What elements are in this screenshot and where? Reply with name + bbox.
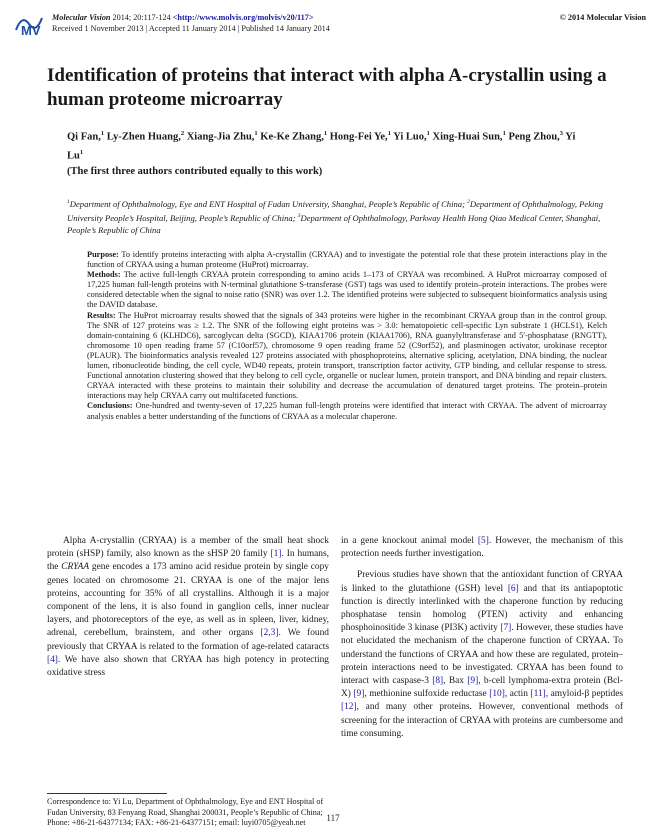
- citation-link[interactable]: [8]: [432, 676, 444, 687]
- text-run: . However, these studies have not elucidated the mechanism of the chaperone function of CRYAA. To understand the functions of CRYAA and how these are regulated, protein–protein interactions need to be investigated. CRYAA has been found to interact with caspase-3: [341, 623, 623, 687]
- citation-link[interactable]: [1]: [270, 549, 282, 560]
- affiliation-text: Department of Ophthalmology, Eye and ENT Hospital of Fudan University, Shanghai, People’s Republic of China;: [69, 198, 468, 209]
- affiliation-text: Department of Ophthalmology, Parkway Health Hong Qiao Medical Center, Shanghai, People’s Republic of China: [67, 212, 601, 235]
- text-run: , amyloid-β peptides: [545, 689, 624, 700]
- svg-text:MV: MV: [21, 23, 41, 38]
- abstract-purpose: [87, 250, 607, 270]
- author-name: Ly-Zhen Huang,: [106, 131, 181, 143]
- volume-info: 2014; 20:117-124: [112, 13, 171, 22]
- citation-link[interactable]: [7]: [500, 623, 512, 634]
- text-run: . However, the mechanism of this protection needs further investigation.: [341, 536, 623, 560]
- journal-logo: [14, 10, 44, 38]
- body-column-right: [341, 535, 623, 741]
- author-name: Qi Fan,: [67, 131, 101, 143]
- affiliation-marker: 1: [67, 199, 70, 205]
- footnote-divider: [47, 793, 167, 794]
- author-name: Hong-Fei Ye,: [329, 131, 388, 143]
- purpose-label: Purpose:: [87, 250, 119, 259]
- author-affiliation-marker: 3: [559, 130, 564, 137]
- copyright-notice: © 2014 Molecular Vision: [559, 13, 646, 22]
- affiliation-text: Department of Ophthalmology, Peking University People’s Hospital, Beijing, People’s Republic of China;: [67, 198, 604, 223]
- article-url-link[interactable]: <http://www.molvis.org/molvis/v20/117>: [172, 13, 314, 22]
- page-number: 117: [326, 813, 340, 823]
- gene-name: CRYAA: [61, 562, 90, 573]
- author-affiliation-marker: 1: [387, 130, 391, 137]
- citation-link[interactable]: [11]: [530, 689, 546, 700]
- author-name: Peng Zhou,: [508, 131, 560, 143]
- affiliation-marker: 3: [297, 212, 301, 219]
- article-dates: Received 1 November 2013 | Accepted 11 January 2014 | Published 14 January 2014: [52, 24, 330, 33]
- text-run: , actin: [504, 689, 531, 700]
- purpose-text: To identify proteins interacting with alpha A-crystallin (CRYAA) and to investigate the potential role that these protein interactions play in the function of CRYAA using a human proteome (HuProt) microarray.: [87, 250, 607, 270]
- abstract-methods: [87, 270, 607, 310]
- citation-link[interactable]: [4]: [47, 654, 58, 665]
- author-name: Yi Luo,: [393, 131, 427, 143]
- citation-link[interactable]: [6]: [507, 583, 519, 594]
- citation-link[interactable]: [9]: [467, 676, 479, 687]
- text-run: Previous studies have shown that the antioxidant function of CRYAA is linked to the glutathione (GSH) level: [341, 570, 623, 594]
- contribution-note: (The first three authors contributed equally to this work): [67, 166, 323, 177]
- abstract-results: [87, 311, 607, 402]
- citation-link[interactable]: [5]: [477, 536, 489, 546]
- author-affiliation-marker: 2: [180, 130, 185, 137]
- affiliations: [67, 196, 615, 236]
- affiliation-marker: 2: [467, 199, 470, 205]
- text-run: , methionine sulfoxide reductase: [364, 689, 490, 700]
- text-run: , Bax: [443, 676, 468, 687]
- body-paragraph: [341, 569, 623, 741]
- citation-link[interactable]: [10]: [489, 689, 505, 700]
- conclusions-label: Conclusions:: [87, 401, 133, 411]
- author-affiliation-marker: 1: [502, 130, 506, 137]
- text-run: in a gene knockout animal model: [341, 536, 478, 546]
- journal-name: Molecular Vision: [52, 13, 111, 22]
- article-title: Identification of proteins that interact with alpha A-crystallin using a human proteome microarray: [47, 65, 607, 110]
- text-run: gene encodes a 173 amino acid residue protein by single copy genes located on chromosome 21. CRYAA is one of the major lens proteins, accounting for 35% of all crystallins. Although it is a major component of the lens, it is also found in ganglion cells, inner nuclear layers, and photoreceptors of the eye, as well as in spleen, liver, kidney, adrenal, cerebellum, brainstem, and other organs: [47, 562, 329, 639]
- citation-link[interactable]: [12]: [341, 702, 357, 713]
- conclusions-text: One-hundred and twenty-seven of 17,225 human full-length proteins were identified that interact with CRYAA. The advent of microarray analysis enables a better understanding of the functions of CRYAA as a molecular chaperone.: [87, 401, 607, 421]
- abstract: [87, 250, 607, 422]
- author-name: Xing-Huai Sun,: [432, 131, 503, 143]
- text-run: . In humans, the: [47, 549, 329, 573]
- author-affiliation-marker: 1: [79, 148, 84, 156]
- citation-link[interactable]: [9]: [353, 689, 365, 700]
- methods-text: The active full-length CRYAA protein corresponding to amino acids 1–173 of CRYAA was recombined. A HuProt microarray composed of 17,225 human full-length proteins with N-terminal glutathione S-transferase (GST) tags was used to identify protein–protein interactions. The probes were considered detectable when the signal to noise ratio (SNR) was over 1.2. The identified proteins were subjected to subsequent bioinformatics analysis using the DAVID database.: [87, 270, 607, 310]
- text-run: and that its antiapoptotic function is directly interlinked with the chaperone function by reducing phosphatase tensin homolog (PTEN) activity and enhancing phosphoinositide 3 kinase (PI3K) activity: [341, 583, 623, 634]
- journal-header: [52, 13, 314, 22]
- text-run: , and many other proteins. However, conventional methods of screening for the interaction of CRYAA with proteins are cumbersome and time consuming.: [341, 702, 623, 739]
- author-list: [67, 126, 587, 163]
- body-column-left: [47, 535, 329, 680]
- author-name: Ke-Ke Zhang,: [260, 131, 324, 143]
- author-name: Yi Lu: [67, 131, 576, 161]
- author-affiliation-marker: 1: [100, 130, 105, 137]
- author-affiliation-marker: 1: [323, 130, 328, 137]
- text-run: . We have also shown that CRYAA has high potency in protecting oxidative stress: [47, 654, 329, 679]
- author-affiliation-marker: 1: [426, 130, 430, 137]
- results-label: Results:: [87, 310, 116, 320]
- text-run: , b-cell lymphoma-extra protein (Bcl-X): [341, 676, 623, 700]
- abstract-conclusions: [87, 401, 607, 421]
- correspondence-footnote: Correspondence to: Yi Lu, Department of Ophthalmology, Eye and ENT Hospital of Fudan University, 83 Fenyang Road, Shanghai 200031, People’s Republic of China; Phone: +86-21-64377134; FAX: +86-21-64377151; email: luyi0705@yeah.net: [47, 797, 324, 828]
- citation-link[interactable]: [2,3]: [260, 628, 279, 639]
- text-run: Alpha A-crystallin (CRYAA) is a member of the small heat shock protein (sHSP) family, also known as the sHSP 20 family: [47, 536, 329, 560]
- author-name: Xiang-Jia Zhu,: [186, 131, 255, 143]
- body-paragraph: [341, 535, 623, 561]
- author-affiliation-marker: 1: [254, 130, 258, 137]
- body-paragraph: [47, 535, 329, 680]
- methods-label: Methods:: [87, 270, 121, 280]
- results-text: The HuProt microarray results showed that the signals of 343 proteins were higher in the recombinant CRYAA group than in the control group. The SNR of 127 proteins was ≥ 1.2. The SNR of the following eight proteins was > 3.0: hematopoietic cell-specific Lyn substrate 1 (HCLS1), Kelch domain-containing 6 (KLHDC6), sarcoglycan delta (SGCD), KIAA1706 protein (KIAA1706), RNA guanylyltransferase and 5′-phosphatase (RNGTT), chromosome 10 open reading frame 57 (C10orf57), chromosome 9 open reading frame 52 (C9orf52), and plasminogen activator, urokinase receptor (PLAUR). The bioinformatics analysis revealed 127 proteins associated with phosphoproteins, alternative splicing, acetylation, DNA binding, the nuclear lumen, ribonucleotide binding, the cell cycle, WD40 repeats, protein transport, transcription factor activity, GTP binding, and cellular response to stress. Functional annotation clustering showed that they belong to cell cycle, organelle or nuclear lumen, protein transport, and DNA binding and repair clusters. CRYAA interacted with these proteins to maintain their solubility and decrease the accumulation of denatured target proteins. The protein–protein interactions may help CRYAA carry out multifaceted functions.: [87, 310, 607, 401]
- text-run: . We found previously that CRYAA is related to the formation of age-related cataracts: [47, 628, 329, 652]
